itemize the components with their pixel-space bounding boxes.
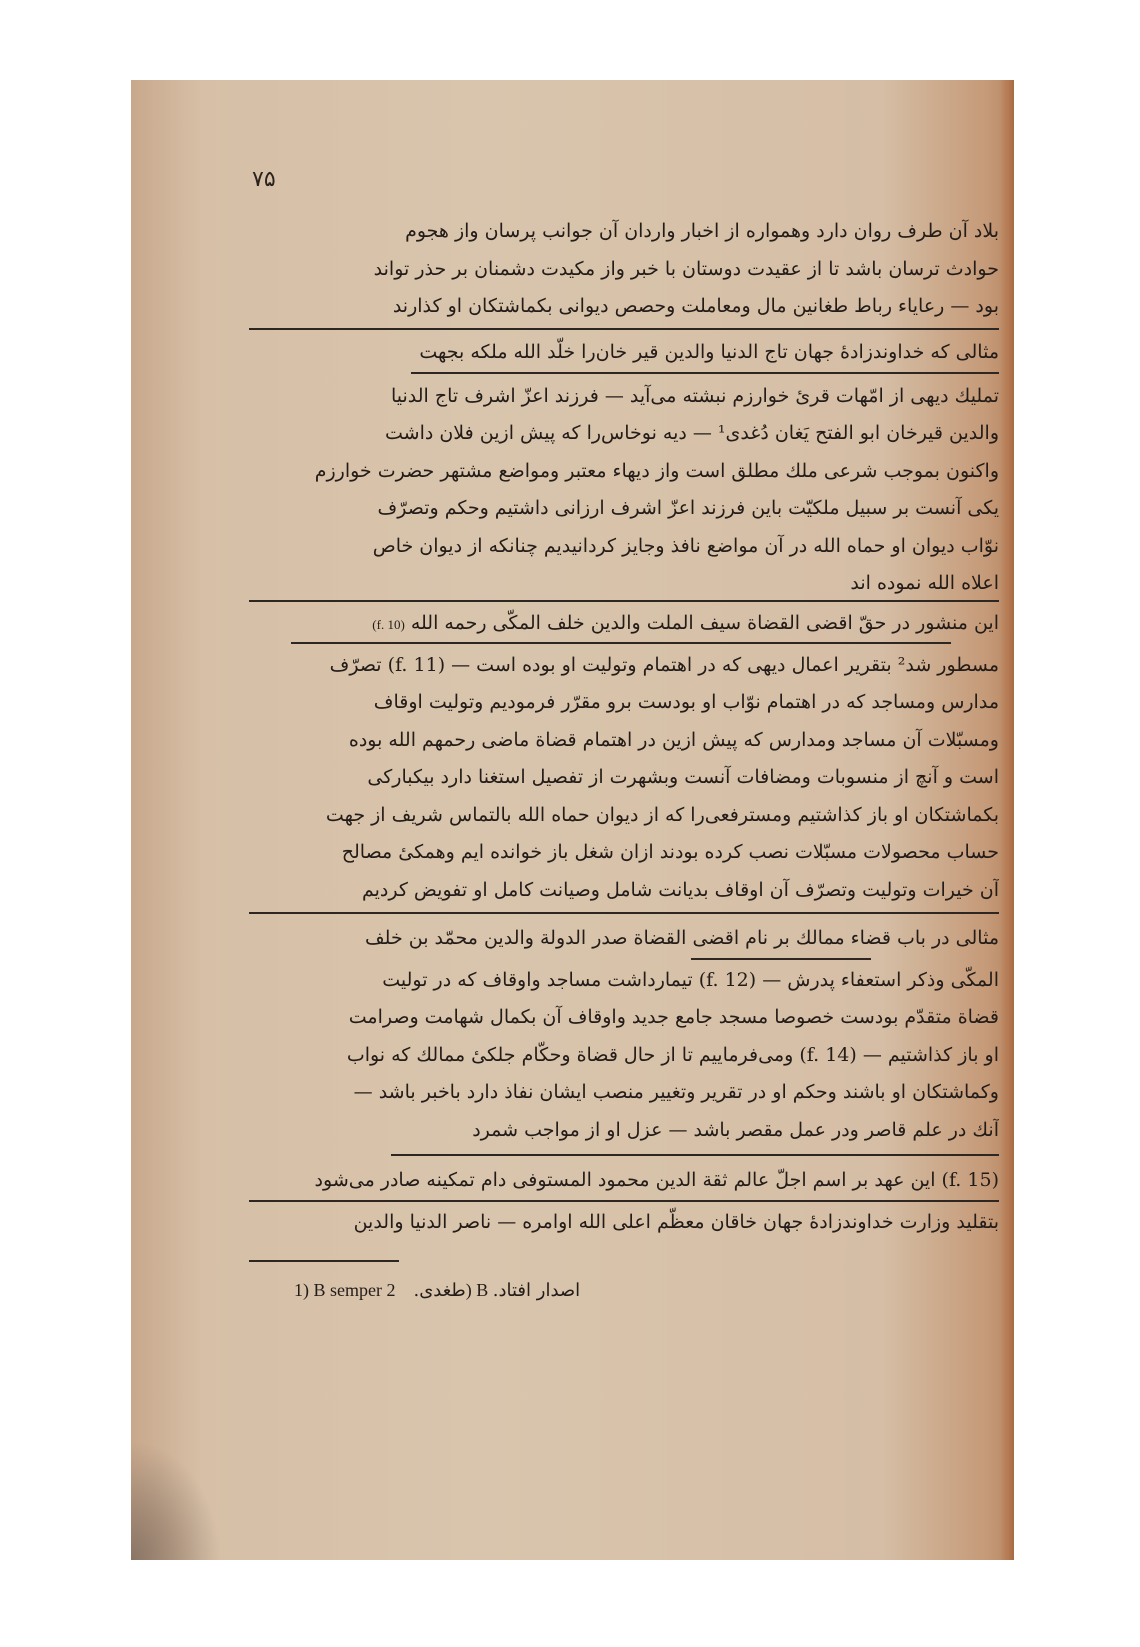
section-heading <box>249 605 999 643</box>
section-manshur-saif <box>249 605 999 909</box>
text-line: بکماشتکان او باز کذاشتیم ومسترفعی‌را که از دیوان حماه الله بالتماس شریف از جهت <box>325 803 999 826</box>
heading-underline <box>249 1200 999 1202</box>
text-line: مدارس ومساجد که در اهتمام نوّاب او بودست برو مقرّر فرمودیم وتولیت اوقاف <box>373 691 999 713</box>
heading-underline <box>691 958 871 960</box>
text-line: است و آنچ از منسوبات ومضافات آنست وبشهرت از تفصیل استغنا دارد بیکبارکی <box>367 766 999 788</box>
heading-text: این منشور در حقّ اقضی القضاة سیف الملت والدین خلف المکّی رحمه الله <box>410 612 999 634</box>
page-number: ۷۵ <box>252 167 276 192</box>
text-line: قضاة متقدّم بودست خصوصا مسجد جامع جدید واوقاف آن بکمال شهامت وصرامت <box>348 1006 999 1028</box>
section-divider <box>249 328 999 330</box>
page-corner-shadow <box>131 1440 221 1560</box>
folio-marker: (f. 10) <box>372 617 405 632</box>
text-line: نوّاب دیوان او حماه الله در آن مواضع نافذ وجایز کردانیدیم چنانکه از دیوان خاص <box>372 534 999 557</box>
text-line: وکماشتکان او باشند وحکم او در تقریر وتغییر منصب ایشان نفاذ دارد باخبر باشد — <box>353 1081 999 1103</box>
text-line: اعلاه الله نموده اند <box>850 572 999 594</box>
text-line: مسطور شد² بتقریر اعمال دیهی که در اهتمام وتولیت او بوده است — (f. 11) تصرّف <box>329 653 999 676</box>
footnote-rule <box>249 1260 399 1262</box>
text-line: آنك در علم قاصر ودر عمل مقصر باشد — عزل او از مواجب شمرد <box>472 1118 999 1141</box>
text-line: حوادث ترسان باشد تا از عقیدت دوستان با خبر واز مکیدت دشمنان بر حذر تواند <box>373 257 999 280</box>
section-heading: مثالی که خداوندزادهٔ جهان تاج الدنیا والدین قیر خان‌را خلّد الله ملکه بجهت <box>419 341 999 363</box>
text-line: بلاد آن طرف روان دارد وهمواره از اخبار واردان آن جوانب پرسان واز هجوم <box>405 220 999 242</box>
heading-underline <box>291 642 951 644</box>
text-line: ومسبّلات آن مساجد ومدارس که پیش ازین در اهتمام قضاة ماضی رحمهم الله بوده <box>348 728 999 751</box>
section-taj-al-dunya <box>249 334 999 603</box>
text-line: آن خیرات وتولیت وتصرّف آن اوقاف بدیانت شامل وصیانت کامل او تفویض کردیم <box>361 878 999 901</box>
scanned-page <box>131 80 1014 1560</box>
footnote-2: 2) B <box>386 1280 489 1300</box>
section-ahd-mahmud <box>249 1162 999 1241</box>
section-qada-mamalik <box>249 920 999 1149</box>
text-line: المکّی وذکر استعفاء پدرش — (f. 12) تیمارداشت مساجد واوقاف که در تولیت <box>382 968 999 991</box>
text-line: بتقلید وزارت خداوندزادهٔ جهان خاقان معظّم اعلی الله اوامره — ناصر الدنیا والدین <box>353 1210 999 1233</box>
text-line: تملیك دیهی از امّهات قریٔ خوارزم نبشته می‌آید — فرزند اعزّ اشرف تاج الدنیا <box>390 384 999 407</box>
text-line: والدین قیرخان ابو الفتح یَغان دُغدی¹ — دیه نوخاس‌را که پیش ازین فلان داشت <box>385 422 999 444</box>
paragraph-1 <box>249 213 999 326</box>
footnote-1: 1) B semper <box>294 1280 382 1300</box>
text-line: حساب محصولات مسبّلات نصب کرده بودند ازان شغل باز خوانده ایم وهمکیٔ مصالح <box>341 841 999 863</box>
footnote-1-arabic: طغدی. <box>413 1280 466 1301</box>
section-heading: مثالی در باب قضاء ممالك بر نام اقضی القضاة صدر الدولة والدین محمّد بن خلف <box>365 927 999 949</box>
footnote-2-arabic: اصدار افتاد. <box>492 1280 581 1301</box>
section-heading: (f. 15) این عهد بر اسم اجلّ عالم ثقة الدین محمود المستوفی دام تمکینه صادر می‌شود <box>314 1169 999 1191</box>
text-line: یکی آنست بر سبیل ملکیّت باین فرزند اعزّ اشرف ارزانی داشتیم وحکم وتصرّف <box>377 497 999 519</box>
heading-underline <box>411 372 999 374</box>
section-divider <box>249 600 999 602</box>
section-divider <box>391 1154 999 1156</box>
text-line: واکنون بموجب شرعی ملك مطلق است واز دیهاء معتبر ومواضع مشتهر حضرت خوارزم <box>314 459 999 482</box>
text-line: او باز کذاشتیم — (f. 14) ومی‌فرماییم تا از حال قضاة وحکّام جلکیٔ ممالك که نواب <box>346 1043 999 1066</box>
footnotes <box>294 1280 580 1301</box>
text-line: بود — رعایاء رباط طغانین مال ومعاملت وحصص دیوانی بکماشتکان او کذارند <box>392 295 999 317</box>
section-divider <box>249 912 999 914</box>
book-spine-edge <box>1000 80 1014 1560</box>
